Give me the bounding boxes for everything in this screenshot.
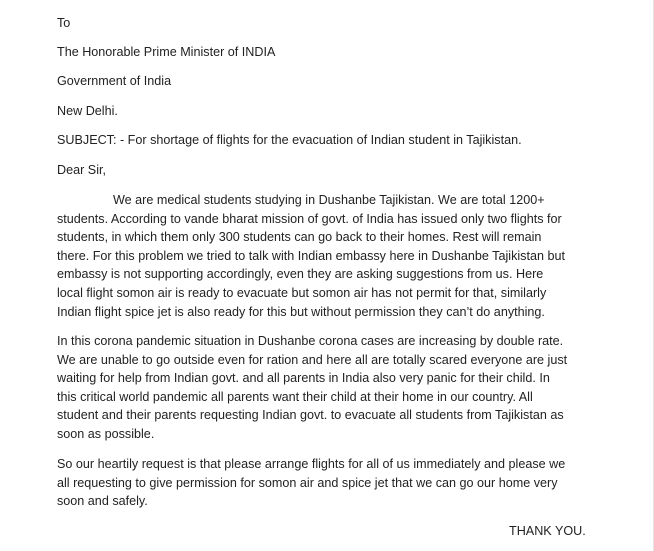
paragraph-1-line: there. For this problem we tried to talk with Indian embassy here in Dushanbe Tajikistan but bbox=[57, 248, 565, 263]
recipient-line: The Honorable Prime Minister of INDIA bbox=[57, 45, 276, 59]
paragraph-3 bbox=[57, 455, 605, 511]
paragraph-2-line: student and their parents requesting Indian govt. to evacuate all students from Tajikistan as bbox=[57, 408, 564, 423]
paragraph-2-line: this critical world pandemic all parents want their child at their home in our country. All bbox=[57, 389, 533, 404]
paragraph-2-line: In this corona pandemic situation in Dushanbe corona cases are increasing by double rate. bbox=[57, 334, 564, 348]
to-line: To bbox=[57, 16, 71, 30]
paragraph-1 bbox=[57, 191, 605, 321]
paragraph-2-line: soon as possible. bbox=[57, 426, 155, 441]
paragraph-3-line: soon and safely. bbox=[57, 494, 148, 509]
paragraph-2-line: We are unable to go outside even for ration and here all are totally scared everyone are just bbox=[57, 352, 568, 367]
salutation: Dear Sir, bbox=[57, 163, 106, 177]
paragraph-2-line: waiting for help from Indian govt. and all parents in India also very panic for their child. In bbox=[57, 371, 550, 386]
paragraph-3-line: all requesting to give permission for somon air and spice jet that we can go our home very bbox=[57, 475, 558, 490]
paragraph-1-line: students, in which them only 300 students can go back to their homes. Rest will remain bbox=[57, 230, 542, 245]
paragraph-1-line: We are medical students studying in Dushanbe Tajikistan. We are total 1200+ bbox=[113, 193, 545, 207]
paragraph-1-line: local flight somon air is ready to evacuate but somon air has not permit for that, similarly bbox=[57, 285, 547, 300]
paragraph-2 bbox=[57, 332, 605, 444]
government-line: Government of India bbox=[57, 74, 172, 88]
paragraph-1-line: Indian flight spice jet is also ready for this but without permission they can’t do anything. bbox=[57, 304, 545, 319]
closing-line: THANK YOU. bbox=[509, 524, 586, 538]
city-line: New Delhi. bbox=[57, 104, 118, 118]
paragraph-3-line: So our heartily request is that please arrange flights for all of us immediately and please we bbox=[57, 457, 566, 471]
subject-line: SUBJECT: - For shortage of flights for the evacuation of Indian student in Tajikistan. bbox=[57, 133, 522, 147]
paragraph-1-line: embassy is not supporting accordingly, even they are asking suggestions from us. Here bbox=[57, 267, 544, 282]
paragraph-1-line: students. According to vande bharat mission of govt. of India has issued only two flights for bbox=[57, 211, 562, 226]
